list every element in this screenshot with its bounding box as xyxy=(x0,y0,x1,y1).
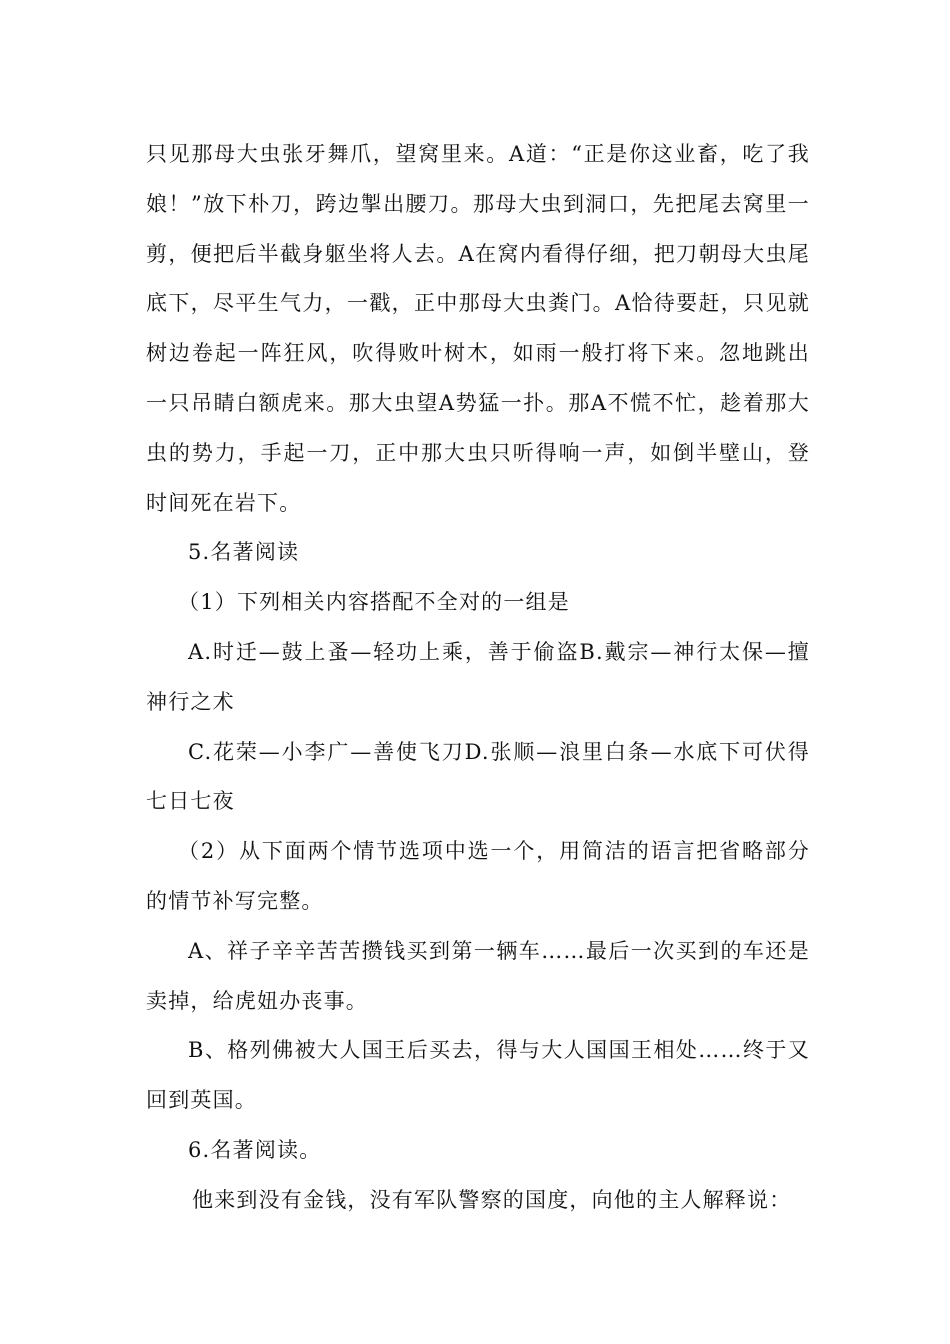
document-body xyxy=(146,130,810,1226)
passage-paragraph: 只见那母大虫张牙舞爪，望窝里来。A道：“正是你这业畜，吃了我娘！”放下朴刀，跨边掣出腰刀。那母大虫到洞口，先把尾去窝里一剪，便把后半截身躯坐将人去。A在窝内看得仔细，把刀朝母大虫尾底下，尽平生气力，一戳，正中那母大虫粪门。A恰待要赶，只见就树边卷起一阵狂风，吹得败叶树木，如雨一般打将下来。忽地跳出一只吊睛白额虎来。那大虫望A势猛一扑。那A不慌不忙，趁着那大虫的势力，手起一刀，正中那大虫只听得响一声，如倒半壁山，登时间死在岩下。 xyxy=(146,142,810,515)
passage-6-intro: 他来到没有金钱，没有军队警察的国度，向他的主人解释说： xyxy=(192,1187,792,1212)
options-a-b: A.时迁—鼓上蚤—轻功上乘，善于偷盗B.戴宗—神行太保—擅神行之术 xyxy=(146,639,810,714)
section-heading-6: 6.名著阅读。 xyxy=(188,1137,322,1162)
question-5-2: （2）从下面两个情节选项中选一个，用简洁的语言把省略部分的情节补写完整。 xyxy=(146,839,810,913)
options-c-d: C.花荣—小李广—善使飞刀D.张顺—浪里白条—水底下可伏得七日七夜 xyxy=(146,739,810,814)
plot-option-b: B、格列佛被大人国王后买去，得与大人国国王相处……终于又回到英国。 xyxy=(146,1038,810,1113)
section-heading-5: 5.名著阅读 xyxy=(188,540,300,565)
plot-option-a: A、祥子辛辛苦苦攒钱买到第一辆车……最后一次买到的车还是卖掉，给虎妞办丧事。 xyxy=(146,938,810,1013)
question-5-1: （1）下列相关内容搭配不全对的一组是 xyxy=(178,590,570,615)
